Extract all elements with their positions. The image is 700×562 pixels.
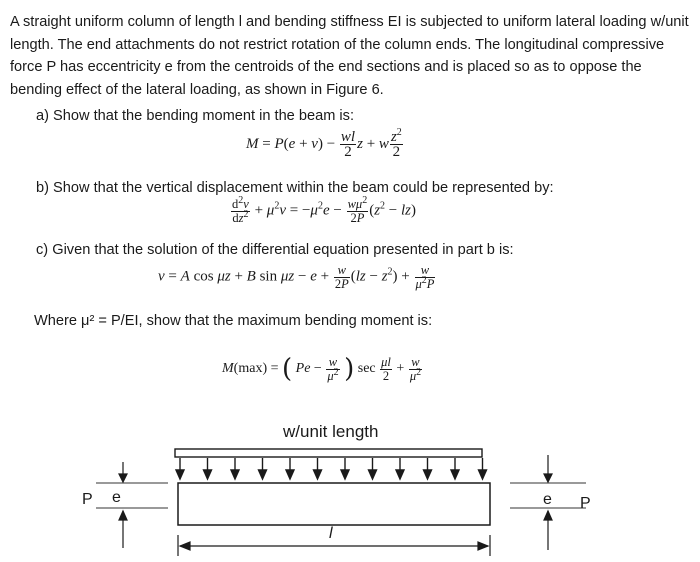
load-arrowhead	[231, 470, 239, 479]
equation-bending-moment: M = P(e + v) − $\frac{wl}{2}$ z + w $\frac{z^2}{2}$	[246, 127, 402, 160]
where-statement: Where μ² = P/EI, show that the maximum bending moment is:	[34, 313, 433, 329]
problem-statement: A straight uniform column of length l and bending stiffness EI is subjected to uniform lateral loading w/unit length. The end attachments do not restrict rotation of the column ends. The longitudinal compressive force P has eccentricity e from the centroids of the end sections and is placed so as to oppose the bending effect of the lateral loading, as shown in Figure 6.	[10, 14, 689, 98]
beam	[178, 483, 490, 525]
part-b-prompt: b) Show that the vertical displacement within the beam could be represented by:	[36, 180, 554, 196]
load-label: w/unit length	[283, 422, 379, 441]
load-arrowhead	[396, 470, 404, 479]
equation-differential: $\frac{d^2v}{dz^2}$ + $\mu^2v = -\mu^2e$ − $\frac{w\mu^2}{2P}$ $(z^2 - lz)$	[232, 194, 417, 225]
load-arrowhead	[341, 470, 349, 479]
equation-solution: v = A cos μz + B sin μz − e + $\frac{w}{2P}$ $(lz - z^2)$ + $\frac{w}{\mu^2P}$	[158, 263, 435, 291]
load-bar	[175, 449, 482, 457]
load-arrowhead	[259, 470, 267, 479]
right-force-label: P	[580, 495, 591, 512]
length-dimension	[178, 535, 490, 556]
load-arrowhead	[479, 470, 487, 479]
right-eccentricity-label: e	[543, 491, 552, 508]
length-label: l	[329, 525, 333, 542]
left-eccentricity-label: e	[112, 489, 121, 506]
load-arrowhead	[286, 470, 294, 479]
load-arrowhead	[314, 470, 322, 479]
load-arrowhead	[424, 470, 432, 479]
load-arrowhead	[176, 470, 184, 479]
load-arrowhead	[369, 470, 377, 479]
load-arrowhead	[451, 470, 459, 479]
part-c-prompt: c) Given that the solution of the differential equation presented in part b is:	[36, 242, 514, 258]
load-arrows	[176, 458, 487, 479]
part-a-prompt: a) Show that the bending moment in the beam is:	[36, 108, 355, 124]
load-arrowhead	[204, 470, 212, 479]
equation-max-moment: M(max) = ( Pe − $\frac{w}{\mu^2}$ ) sec $\frac{\mu l}{2}$ + $\frac{w}{\mu^2}$	[222, 354, 422, 385]
left-force-label: P	[82, 491, 93, 508]
